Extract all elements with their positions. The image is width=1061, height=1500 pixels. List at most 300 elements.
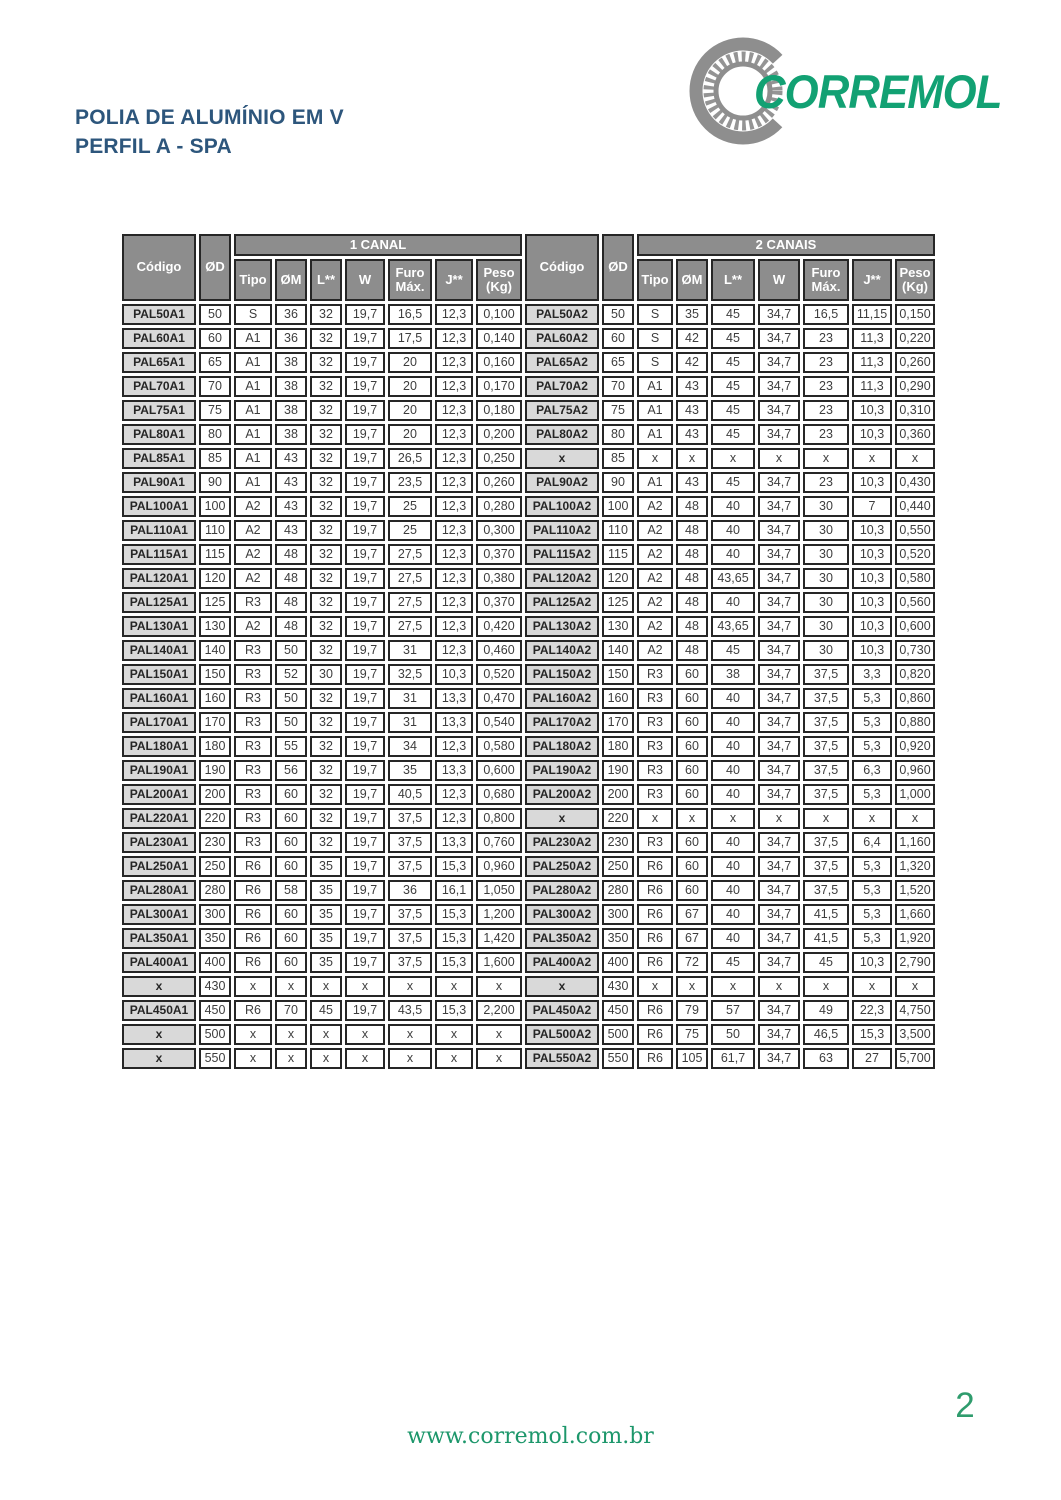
cell-value: 32 — [310, 688, 342, 709]
cell-value: 60 — [676, 736, 708, 757]
cell-value: 19,7 — [345, 640, 385, 661]
table-row — [122, 952, 935, 973]
cell-value: 12,3 — [435, 736, 473, 757]
cell-value: 0,580 — [476, 736, 522, 757]
cell-value: x — [758, 448, 800, 469]
cell-value: A1 — [234, 448, 272, 469]
cell-codigo: PAL150A1 — [122, 664, 196, 685]
cell-value: 50 — [199, 304, 231, 325]
cell-codigo: PAL115A2 — [525, 544, 599, 565]
cell-value: 130 — [199, 616, 231, 637]
cell-value: 10,3 — [852, 472, 892, 493]
cell-value: 12,3 — [435, 472, 473, 493]
cell-value: 38 — [711, 664, 755, 685]
cell-value: 19,7 — [345, 928, 385, 949]
cell-value: 20 — [388, 400, 432, 421]
cell-value: 12,3 — [435, 400, 473, 421]
cell-value: 38 — [275, 424, 307, 445]
cell-value: x — [388, 1048, 432, 1069]
table-row — [122, 304, 935, 325]
cell-value: 12,3 — [435, 544, 473, 565]
cell-value: 0,150 — [895, 304, 935, 325]
cell-value: A2 — [637, 520, 673, 541]
cell-value: 10,3 — [852, 424, 892, 445]
cell-value: 34,7 — [758, 664, 800, 685]
cell-value: 200 — [199, 784, 231, 805]
cell-value: 40 — [711, 880, 755, 901]
cell-value: 25 — [388, 520, 432, 541]
cell-value: A2 — [637, 592, 673, 613]
cell-codigo: PAL220A1 — [122, 808, 196, 829]
cell-codigo: PAL75A1 — [122, 400, 196, 421]
cell-value: 65 — [199, 352, 231, 373]
cell-value: 32 — [310, 472, 342, 493]
cell-codigo: PAL250A2 — [525, 856, 599, 877]
cell-value: 180 — [602, 736, 634, 757]
cell-value: 26,5 — [388, 448, 432, 469]
corremol-logo — [688, 36, 1002, 146]
cell-value: 49 — [803, 1000, 849, 1021]
cell-value: 32 — [310, 568, 342, 589]
cell-value: 0,160 — [476, 352, 522, 373]
cell-value: 56 — [275, 760, 307, 781]
cell-value: x — [758, 976, 800, 997]
cell-value: 10,3 — [852, 616, 892, 637]
cell-value: A1 — [234, 376, 272, 397]
cell-codigo: PAL100A1 — [122, 496, 196, 517]
cell-value: 32 — [310, 520, 342, 541]
header-peso-2: Peso (Kg) — [895, 259, 935, 301]
table-row — [122, 736, 935, 757]
cell-value: 43 — [275, 520, 307, 541]
cell-value: 19,7 — [345, 664, 385, 685]
cell-value: 40 — [711, 784, 755, 805]
cell-value: 110 — [199, 520, 231, 541]
cell-codigo: PAL180A1 — [122, 736, 196, 757]
cell-value: 6,4 — [852, 832, 892, 853]
cell-value: 40 — [711, 592, 755, 613]
cell-value: 1,920 — [895, 928, 935, 949]
cell-value: R3 — [234, 832, 272, 853]
cell-value: 32,5 — [388, 664, 432, 685]
cell-codigo: PAL85A1 — [122, 448, 196, 469]
cell-value: 0,540 — [476, 712, 522, 733]
table-row — [122, 1024, 935, 1045]
cell-value: 23 — [803, 352, 849, 373]
cell-value: 40 — [711, 688, 755, 709]
cell-value: x — [895, 976, 935, 997]
cell-value: R6 — [637, 904, 673, 925]
cell-value: 3,3 — [852, 664, 892, 685]
cell-value: 34,7 — [758, 424, 800, 445]
cell-value: A2 — [637, 568, 673, 589]
cell-value: 19,7 — [345, 880, 385, 901]
header-om-1: ØM — [275, 259, 307, 301]
cell-value: 43 — [275, 496, 307, 517]
cell-value: 35 — [388, 760, 432, 781]
cell-value: 34,7 — [758, 496, 800, 517]
cell-codigo: PAL130A2 — [525, 616, 599, 637]
table-row — [122, 712, 935, 733]
cell-value: 34,7 — [758, 520, 800, 541]
cell-codigo: PAL65A2 — [525, 352, 599, 373]
cell-value: 0,960 — [895, 760, 935, 781]
cell-value: 60 — [199, 328, 231, 349]
cell-value: 42 — [676, 328, 708, 349]
cell-value: R3 — [637, 832, 673, 853]
cell-value: 10,3 — [852, 592, 892, 613]
cell-value: 0,520 — [895, 544, 935, 565]
cell-value: 37,5 — [388, 856, 432, 877]
cell-value: 27,5 — [388, 544, 432, 565]
cell-value: 34,7 — [758, 856, 800, 877]
cell-codigo: x — [525, 976, 599, 997]
cell-value: x — [637, 808, 673, 829]
cell-value: 13,3 — [435, 832, 473, 853]
cell-value: 45 — [310, 1000, 342, 1021]
header-od-1: ØD — [199, 234, 231, 301]
cell-codigo: PAL250A1 — [122, 856, 196, 877]
cell-value: R3 — [234, 592, 272, 613]
cell-value: 35 — [310, 856, 342, 877]
cell-value: 34,7 — [758, 616, 800, 637]
cell-value: A1 — [637, 424, 673, 445]
cell-value: R6 — [637, 952, 673, 973]
cell-value: 43 — [676, 376, 708, 397]
cell-codigo: PAL190A1 — [122, 760, 196, 781]
header-codigo-2: Código — [525, 234, 599, 301]
cell-value: A1 — [637, 400, 673, 421]
cell-value: x — [234, 1048, 272, 1069]
cell-value: 27,5 — [388, 616, 432, 637]
cell-value: 10,3 — [852, 640, 892, 661]
cell-value: 45 — [711, 472, 755, 493]
cell-value: 15,3 — [435, 856, 473, 877]
cell-value: 125 — [602, 592, 634, 613]
cell-codigo: PAL80A2 — [525, 424, 599, 445]
cell-value: 20 — [388, 376, 432, 397]
cell-value: 60 — [275, 784, 307, 805]
cell-value: 45 — [711, 640, 755, 661]
cell-value: 57 — [711, 1000, 755, 1021]
cell-value: 43 — [275, 472, 307, 493]
header-j-1: J** — [435, 259, 473, 301]
cell-value: 280 — [602, 880, 634, 901]
cell-value: 27 — [852, 1048, 892, 1069]
table-row — [122, 592, 935, 613]
cell-value: 85 — [199, 448, 231, 469]
cell-value: 190 — [602, 760, 634, 781]
cell-value: 15,3 — [435, 952, 473, 973]
cell-value: R3 — [234, 736, 272, 757]
cell-value: 130 — [602, 616, 634, 637]
cell-codigo: PAL140A1 — [122, 640, 196, 661]
cell-value: 16,5 — [803, 304, 849, 325]
pulley-spec-table — [119, 231, 938, 1072]
cell-value: x — [476, 1024, 522, 1045]
cell-value: S — [637, 352, 673, 373]
cell-value: x — [435, 976, 473, 997]
cell-value: x — [234, 1024, 272, 1045]
cell-value: 40 — [711, 832, 755, 853]
cell-value: 19,7 — [345, 568, 385, 589]
cell-value: 34,7 — [758, 376, 800, 397]
cell-value: R6 — [637, 856, 673, 877]
cell-value: 40 — [711, 712, 755, 733]
cell-value: 60 — [275, 904, 307, 925]
cell-value: 19,7 — [345, 808, 385, 829]
header-codigo-1: Código — [122, 234, 196, 301]
cell-value: 60 — [676, 712, 708, 733]
cell-value: 43,65 — [711, 568, 755, 589]
cell-value: 85 — [602, 448, 634, 469]
cell-codigo: PAL80A1 — [122, 424, 196, 445]
table-header — [122, 234, 935, 301]
cell-value: 32 — [310, 376, 342, 397]
cell-value: x — [310, 1024, 342, 1045]
cell-value: x — [852, 976, 892, 997]
cell-value: 32 — [310, 784, 342, 805]
cell-value: 70 — [275, 1000, 307, 1021]
cell-value: 19,7 — [345, 424, 385, 445]
cell-value: 1,600 — [476, 952, 522, 973]
logo-wordmark: CORREMOL — [754, 65, 1002, 118]
cell-codigo: PAL180A2 — [525, 736, 599, 757]
cell-value: 48 — [275, 616, 307, 637]
cell-value: 23 — [803, 424, 849, 445]
table-row — [122, 472, 935, 493]
cell-value: 48 — [275, 568, 307, 589]
cell-codigo: PAL130A1 — [122, 616, 196, 637]
cell-value: 43 — [676, 424, 708, 445]
cell-value: 35 — [310, 928, 342, 949]
cell-value: A2 — [637, 496, 673, 517]
cell-value: x — [637, 976, 673, 997]
cell-value: 150 — [602, 664, 634, 685]
cell-value: A2 — [234, 496, 272, 517]
cell-value: 10,3 — [852, 952, 892, 973]
cell-value: 19,7 — [345, 760, 385, 781]
cell-value: 60 — [676, 760, 708, 781]
cell-value: 34,7 — [758, 1048, 800, 1069]
cell-value: A1 — [234, 400, 272, 421]
table-row — [122, 640, 935, 661]
cell-value: 30 — [803, 520, 849, 541]
cell-value: 75 — [676, 1024, 708, 1045]
cell-value: 12,3 — [435, 568, 473, 589]
cell-value: 45 — [711, 352, 755, 373]
cell-value: x — [803, 976, 849, 997]
cell-value: 38 — [275, 376, 307, 397]
footer-website-link[interactable]: www.corremol.com.br — [407, 1424, 654, 1449]
cell-value: 34,7 — [758, 592, 800, 613]
cell-value: 0,760 — [476, 832, 522, 853]
cell-value: 13,3 — [435, 760, 473, 781]
cell-value: x — [275, 1048, 307, 1069]
cell-value: S — [637, 328, 673, 349]
cell-value: R6 — [637, 1024, 673, 1045]
cell-value: 23,5 — [388, 472, 432, 493]
cell-value: 23 — [803, 472, 849, 493]
cell-value: 61,7 — [711, 1048, 755, 1069]
table-row — [122, 1000, 935, 1021]
cell-value: 0,380 — [476, 568, 522, 589]
table-row — [122, 1048, 935, 1069]
cell-value: A1 — [234, 424, 272, 445]
cell-value: 43,5 — [388, 1000, 432, 1021]
cell-value: x — [895, 448, 935, 469]
cell-value: 5,3 — [852, 880, 892, 901]
cell-value: R3 — [234, 688, 272, 709]
cell-value: x — [711, 976, 755, 997]
cell-value: 48 — [275, 592, 307, 613]
header-w-1: W — [345, 259, 385, 301]
cell-value: 0,200 — [476, 424, 522, 445]
table-row — [122, 400, 935, 421]
cell-value: 35 — [310, 904, 342, 925]
cell-value: 37,5 — [803, 880, 849, 901]
cell-value: 37,5 — [388, 904, 432, 925]
cell-codigo: PAL160A2 — [525, 688, 599, 709]
header-tipo-1: Tipo — [234, 259, 272, 301]
cell-codigo: x — [122, 1024, 196, 1045]
cell-value: 32 — [310, 736, 342, 757]
cell-value: 19,7 — [345, 592, 385, 613]
cell-value: R3 — [637, 712, 673, 733]
cell-value: 0,300 — [476, 520, 522, 541]
cell-value: 12,3 — [435, 640, 473, 661]
cell-value: 45 — [711, 952, 755, 973]
cell-value: 400 — [199, 952, 231, 973]
cell-value: x — [435, 1048, 473, 1069]
cell-value: 34,7 — [758, 784, 800, 805]
cell-value: 37,5 — [388, 928, 432, 949]
cell-value: 0,600 — [476, 760, 522, 781]
cell-value: 30 — [803, 544, 849, 565]
cell-value: 1,200 — [476, 904, 522, 925]
cell-value: 50 — [275, 712, 307, 733]
cell-value: 20 — [388, 352, 432, 373]
cell-value: x — [275, 976, 307, 997]
cell-value: 32 — [310, 424, 342, 445]
cell-codigo: PAL160A1 — [122, 688, 196, 709]
cell-value: 48 — [676, 592, 708, 613]
cell-value: 100 — [602, 496, 634, 517]
cell-value: 60 — [602, 328, 634, 349]
cell-codigo: x — [525, 808, 599, 829]
cell-value: 11,3 — [852, 376, 892, 397]
cell-codigo: PAL230A1 — [122, 832, 196, 853]
cell-codigo: PAL65A1 — [122, 352, 196, 373]
cell-value: 50 — [602, 304, 634, 325]
cell-value: 0,220 — [895, 328, 935, 349]
cell-codigo: PAL70A1 — [122, 376, 196, 397]
cell-value: 34,7 — [758, 568, 800, 589]
cell-value: 10,3 — [852, 520, 892, 541]
cell-value: x — [476, 976, 522, 997]
cell-value: 0,360 — [895, 424, 935, 445]
cell-value: 34,7 — [758, 544, 800, 565]
cell-value: A2 — [234, 520, 272, 541]
cell-value: 43 — [275, 448, 307, 469]
cell-value: 0,100 — [476, 304, 522, 325]
cell-value: R3 — [234, 640, 272, 661]
cell-value: 4,750 — [895, 1000, 935, 1021]
cell-value: 34 — [388, 736, 432, 757]
cell-value: 37,5 — [388, 832, 432, 853]
header-w-2: W — [758, 259, 800, 301]
cell-value: 30 — [803, 496, 849, 517]
cell-value: 19,7 — [345, 304, 385, 325]
cell-value: 300 — [199, 904, 231, 925]
cell-codigo: PAL200A2 — [525, 784, 599, 805]
cell-value: 120 — [602, 568, 634, 589]
cell-value: 80 — [602, 424, 634, 445]
cell-value: 430 — [199, 976, 231, 997]
cell-value: 0,520 — [476, 664, 522, 685]
cell-value: 15,3 — [852, 1024, 892, 1045]
cell-value: R6 — [234, 928, 272, 949]
cell-value: 19,7 — [345, 856, 385, 877]
cell-value: 32 — [310, 640, 342, 661]
cell-value: 50 — [275, 640, 307, 661]
header-om-2: ØM — [676, 259, 708, 301]
cell-value: 5,700 — [895, 1048, 935, 1069]
cell-value: 450 — [199, 1000, 231, 1021]
cell-value: 19,7 — [345, 496, 385, 517]
cell-value: 12,3 — [435, 808, 473, 829]
cell-value: 0,250 — [476, 448, 522, 469]
cell-value: 19,7 — [345, 400, 385, 421]
cell-value: 34,7 — [758, 952, 800, 973]
cell-value: S — [234, 304, 272, 325]
cell-value: 0,600 — [895, 616, 935, 637]
cell-value: 0,290 — [895, 376, 935, 397]
cell-value: 160 — [199, 688, 231, 709]
cell-value: 35 — [310, 880, 342, 901]
cell-value: 250 — [602, 856, 634, 877]
cell-value: 37,5 — [803, 760, 849, 781]
cell-value: 60 — [676, 856, 708, 877]
cell-value: 0,730 — [895, 640, 935, 661]
cell-value: 550 — [602, 1048, 634, 1069]
cell-value: x — [345, 1024, 385, 1045]
cell-codigo: PAL90A2 — [525, 472, 599, 493]
cell-value: 23 — [803, 400, 849, 421]
cell-codigo: PAL75A2 — [525, 400, 599, 421]
cell-value: 0,920 — [895, 736, 935, 757]
cell-value: x — [275, 1024, 307, 1045]
cell-value: 40,5 — [388, 784, 432, 805]
cell-value: x — [234, 976, 272, 997]
cell-value: 90 — [199, 472, 231, 493]
cell-value: 0,140 — [476, 328, 522, 349]
cell-codigo: PAL400A2 — [525, 952, 599, 973]
cell-value: 34,7 — [758, 1024, 800, 1045]
cell-value: 0,580 — [895, 568, 935, 589]
cell-value: 38 — [275, 352, 307, 373]
cell-value: 0,260 — [895, 352, 935, 373]
cell-value: 34,7 — [758, 400, 800, 421]
cell-value: 150 — [199, 664, 231, 685]
cell-value: 79 — [676, 1000, 708, 1021]
cell-value: 19,7 — [345, 448, 385, 469]
cell-value: 5,3 — [852, 688, 892, 709]
cell-value: 23 — [803, 376, 849, 397]
cell-value: 43 — [676, 400, 708, 421]
cell-value: x — [711, 808, 755, 829]
cell-codigo: PAL115A1 — [122, 544, 196, 565]
